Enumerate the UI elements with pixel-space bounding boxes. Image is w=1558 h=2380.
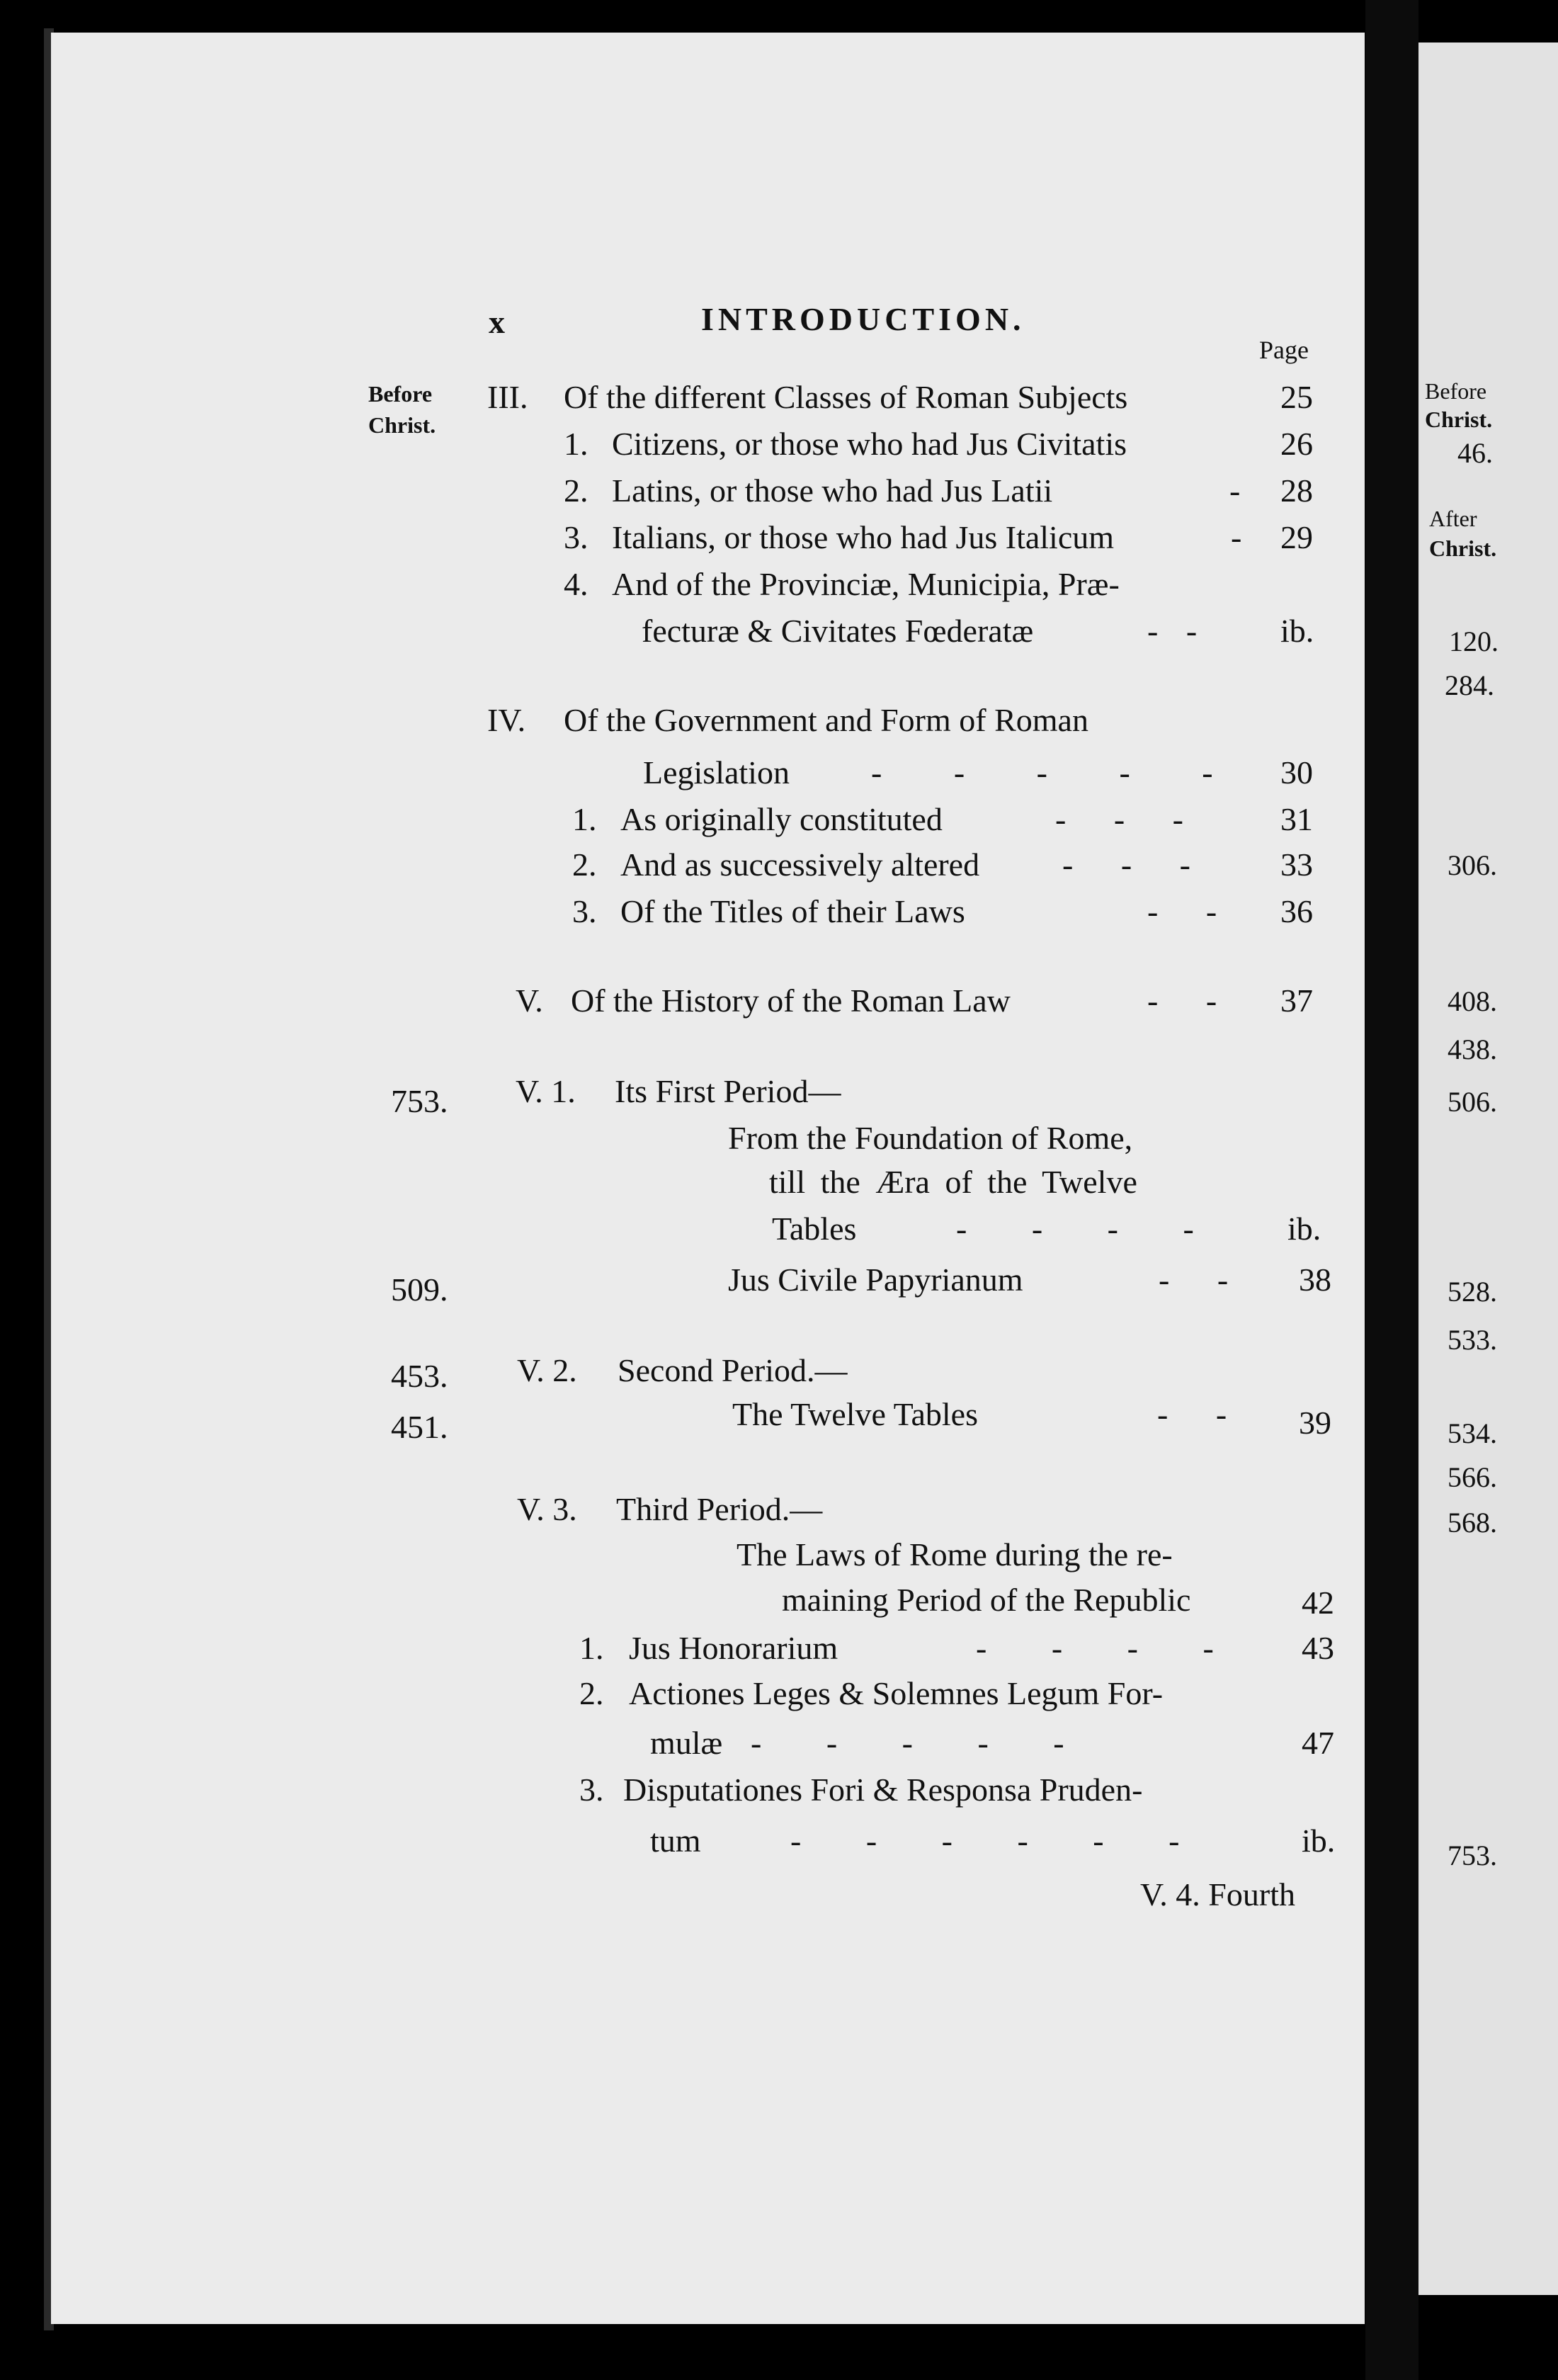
entry-text: Citizens, or those who had Jus Civitatis: [612, 426, 1127, 462]
margin-date: 451.: [391, 1409, 448, 1445]
entry-page: 33: [1280, 846, 1313, 883]
entry-number: 4.: [564, 566, 588, 602]
facing-christ-label: Christ.: [1429, 536, 1497, 561]
margin-christ-label: Christ.: [368, 412, 436, 438]
entry-number: IV.: [487, 702, 526, 738]
entry-number: 2.: [579, 1675, 604, 1711]
entry-text: The Laws of Rome during the re-: [737, 1536, 1173, 1572]
entry-page: 47: [1302, 1725, 1334, 1761]
entry-page: 43: [1302, 1630, 1334, 1666]
entry-page: 38: [1299, 1262, 1331, 1298]
margin-date: 453.: [391, 1358, 448, 1394]
entry-number: 1.: [564, 426, 588, 462]
entry-page: 37: [1280, 982, 1313, 1019]
facing-date: 506.: [1448, 1086, 1497, 1118]
facing-before-label: Before: [1425, 378, 1487, 404]
entry-text: till the Æra of the Twelve: [769, 1164, 1137, 1200]
entry-page: 28: [1280, 472, 1313, 509]
leader-dots: - -: [1147, 982, 1217, 1019]
entry-number: III.: [487, 379, 528, 415]
entry-number: V. 3.: [517, 1491, 577, 1527]
entry-page: 31: [1280, 801, 1313, 837]
leader-dots: - -: [1159, 1262, 1229, 1298]
entry-text: Disputationes Fori & Responsa Pruden-: [623, 1772, 1143, 1808]
entry-text: Legislation: [643, 754, 790, 790]
entry-text: Italians, or those who had Jus Italicum: [612, 519, 1115, 555]
entry-page: 25: [1280, 379, 1313, 415]
entry-text: Latins, or those who had Jus Latii: [612, 472, 1053, 509]
page-folio: x: [489, 304, 509, 340]
running-head-title: INTRODUCTION.: [701, 301, 1025, 337]
entry-text: Of the History of the Roman Law: [571, 982, 1011, 1019]
entry-text: As originally constituted: [620, 801, 943, 837]
entry-text: And of the Provinciæ, Municipia, Præ-: [612, 566, 1120, 602]
margin-before-label: Before: [368, 381, 433, 407]
entry-page: 26: [1280, 426, 1313, 462]
entry-number: V.: [516, 982, 543, 1019]
entry-text: Actiones Leges & Solemnes Legum For-: [629, 1675, 1164, 1711]
entry-page: 30: [1280, 754, 1313, 790]
facing-date: 120.: [1449, 625, 1499, 657]
leader-dots: -: [1231, 519, 1242, 555]
entry-text: Of the Government and Form of Roman: [564, 702, 1088, 738]
leader-dots: - - - - -: [751, 1725, 1064, 1761]
entry-text: Of the Titles of their Laws: [620, 893, 965, 929]
entry-number: 1.: [579, 1630, 604, 1666]
facing-date: 568.: [1448, 1507, 1497, 1538]
page-column-label: Page: [1259, 336, 1309, 364]
entry-text: Jus Civile Papyrianum: [728, 1262, 1023, 1298]
book-gutter: [1365, 0, 1418, 2380]
entry-text: Its First Period—: [615, 1073, 841, 1109]
leader-dots: - - - -: [976, 1630, 1214, 1666]
leader-dots: -: [1229, 472, 1241, 509]
entry-number: V. 2.: [517, 1352, 577, 1388]
entry-number: 3.: [564, 519, 588, 555]
entry-text: tum: [650, 1823, 701, 1859]
book-page: [51, 33, 1365, 2324]
facing-date: 438.: [1448, 1033, 1497, 1065]
entry-number: 3.: [572, 893, 597, 929]
entry-number: 2.: [572, 846, 597, 883]
entry-page: 36: [1280, 893, 1313, 929]
leader-dots: - - - - - -: [790, 1823, 1180, 1859]
facing-date: 566.: [1448, 1461, 1497, 1493]
entry-text: Tables: [772, 1211, 857, 1247]
leader-dots: - -: [1147, 613, 1198, 649]
entry-text: maining Period of the Republic: [782, 1582, 1191, 1618]
leader-dots: - - - - -: [871, 754, 1213, 790]
entry-text: The Twelve Tables: [732, 1396, 978, 1432]
entry-text: Third Period.—: [616, 1491, 823, 1527]
entry-page: ib.: [1280, 613, 1314, 649]
entry-text: Of the different Classes of Roman Subjects: [564, 379, 1128, 415]
facing-date: 306.: [1448, 849, 1497, 881]
leader-dots: - - -: [1055, 801, 1183, 837]
margin-date: 509.: [391, 1271, 448, 1308]
facing-after-label: After: [1429, 506, 1477, 531]
facing-christ-label: Christ.: [1425, 407, 1493, 432]
leader-dots: - -: [1157, 1396, 1227, 1432]
leader-dots: - - - -: [956, 1211, 1194, 1247]
entry-text: fecturæ & Civitates Fœderatæ: [642, 613, 1034, 649]
facing-date: 284.: [1445, 669, 1494, 701]
margin-date: 753.: [391, 1083, 448, 1119]
entry-number: V. 1.: [516, 1073, 576, 1109]
facing-date: 408.: [1448, 985, 1497, 1017]
facing-date: 534.: [1448, 1417, 1497, 1449]
facing-date: 753.: [1448, 1840, 1497, 1871]
facing-date: 533.: [1448, 1324, 1497, 1356]
entry-text: From the Foundation of Rome,: [728, 1120, 1133, 1156]
entry-text: mulæ: [650, 1725, 723, 1761]
entry-number: 3.: [579, 1772, 604, 1808]
entry-number: 1.: [572, 801, 597, 837]
entry-page: 29: [1280, 519, 1313, 555]
entry-page: ib.: [1287, 1211, 1321, 1247]
facing-date: 528.: [1448, 1276, 1497, 1308]
facing-date: 46.: [1457, 437, 1493, 469]
entry-text: Second Period.—: [618, 1352, 848, 1388]
entry-text: And as successively altered: [620, 846, 980, 883]
entry-page: ib.: [1302, 1823, 1336, 1859]
entry-text: Jus Honorarium: [629, 1630, 838, 1666]
entry-page: 39: [1299, 1405, 1331, 1441]
leader-dots: - -: [1147, 893, 1217, 929]
catchword: V. 4. Fourth: [1140, 1876, 1295, 1912]
entry-page: 42: [1302, 1585, 1334, 1621]
leader-dots: - - -: [1062, 846, 1190, 883]
entry-number: 2.: [564, 472, 588, 509]
